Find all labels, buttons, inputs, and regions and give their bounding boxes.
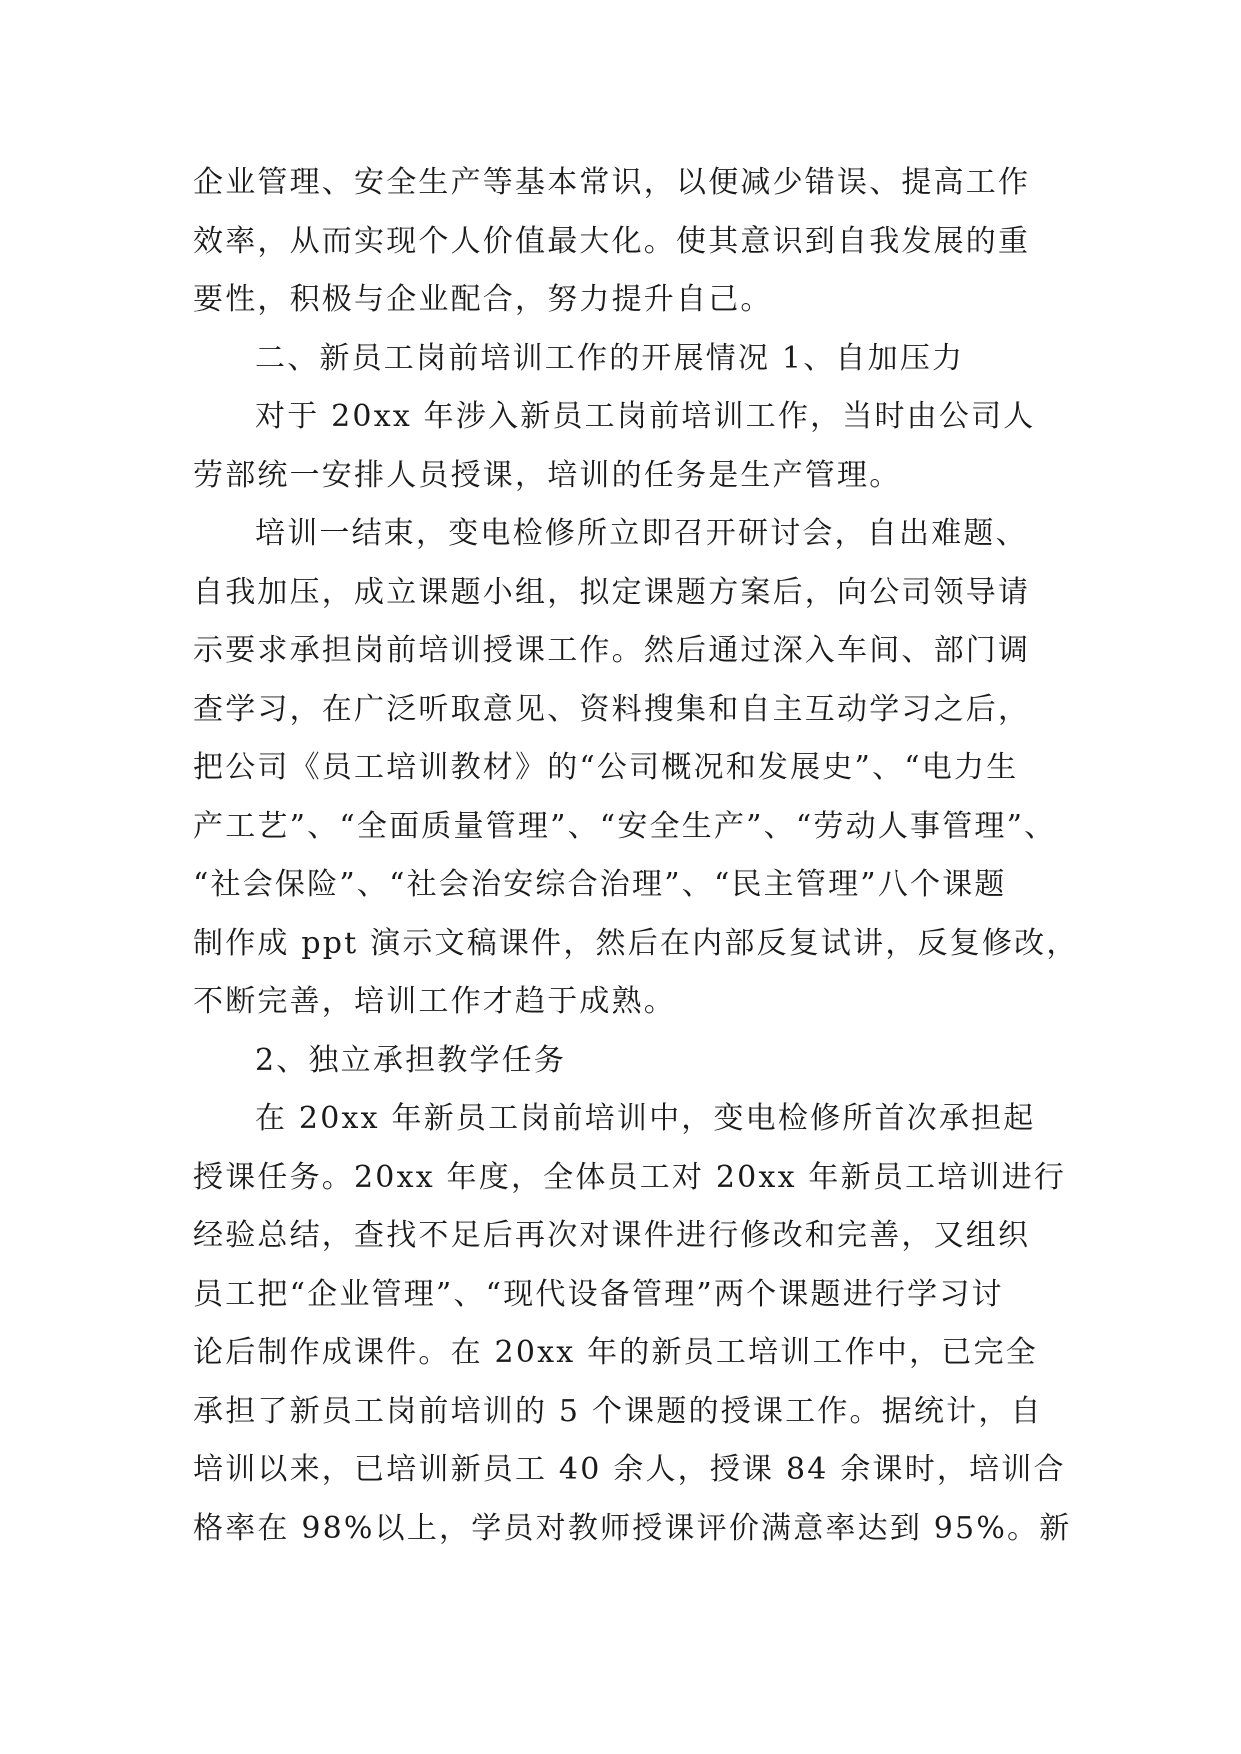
text-line-9: 示要求承担岗前培训授课工作。然后通过深入车间、部门调: [193, 633, 1031, 668]
text-line-8: 自我加压，成立课题小组，拟定课题方案后，向公司领导请: [193, 575, 1031, 610]
text-line-20: 员工把“企业管理”、“现代设备管理”两个课题进行学习讨: [193, 1277, 1004, 1312]
text-line-11: 把公司《员工培训教材》的“公司概况和发展史”、“电力生: [193, 750, 1019, 785]
text-line-10: 查学习，在广泛听取意见、资料搜集和自主互动学习之后，: [193, 692, 1031, 727]
text-line-12: 产工艺”、“全面质量管理”、“安全生产”、“劳动人事管理”、: [193, 809, 1057, 844]
section-heading-2: 二、新员工岗前培训工作的开展情况 1、自加压力: [255, 341, 965, 376]
text-line-7: 培训一结束，变电检修所立即召开研讨会，自出难题、: [255, 516, 1028, 551]
subsection-heading-2: 2、独立承担教学任务: [255, 1043, 567, 1078]
text-line-2: 效率，从而实现个人价值最大化。使其意识到自我发展的重: [193, 224, 1031, 259]
text-line-22: 承担了新员工岗前培训的 5 个课题的授课工作。据统计，自: [193, 1394, 1043, 1429]
text-line-18: 授课任务。20xx 年度，全体员工对 20xx 年新员工培训进行: [193, 1160, 1067, 1195]
text-line-24: 格率在 98%以上，学员对教师授课评价满意率达到 95%。新: [193, 1511, 1072, 1546]
text-line-15: 不断完善，培训工作才趋于成熟。: [193, 984, 676, 1019]
text-line-17: 在 20xx 年新员工岗前培训中，变电检修所首次承担起: [255, 1101, 1036, 1136]
text-line-23: 培训以来，已培训新员工 40 余人，授课 84 余课时，培训合: [193, 1452, 1066, 1487]
text-line-3: 要性，积极与企业配合，努力提升自己。: [193, 282, 773, 317]
text-line-19: 经验总结，查找不足后再次对课件进行修改和完善，又组织: [193, 1218, 1031, 1253]
text-line-14: 制作成 ppt 演示文稿课件，然后在内部反复试讲，反复修改，: [193, 926, 1079, 961]
text-line-21: 论后制作成课件。在 20xx 年的新员工培训工作中，已完全: [193, 1335, 1038, 1370]
text-line-6: 劳部统一安排人员授课，培训的任务是生产管理。: [193, 458, 902, 493]
text-line-1: 企业管理、安全生产等基本常识，以便减少错误、提高工作: [193, 165, 1031, 200]
text-line-5: 对于 20xx 年涉入新员工岗前培训工作，当时由公司人: [255, 399, 1036, 434]
text-line-13: “社会保险”、“社会治安综合治理”、“民主管理”八个课题: [193, 867, 1007, 902]
